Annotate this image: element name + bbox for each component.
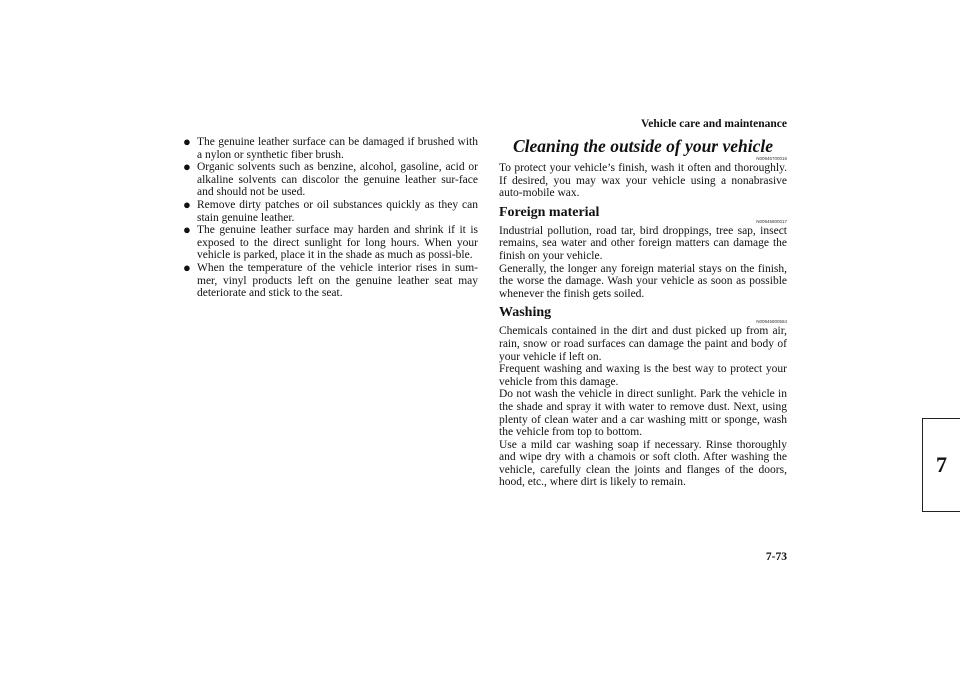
list-item (183, 161, 478, 199)
foreign-material-heading: Foreign material (499, 204, 600, 220)
chapter-tab (922, 418, 960, 512)
bullet-text: When the temperature of the vehicle interior rises in sum-mer, vinyl products left on the genuine leather seat may deteriorate and stick to the seat. (197, 261, 478, 300)
list-item (183, 224, 478, 262)
section-title: Cleaning the outside of your vehicle (512, 136, 774, 156)
page-number: 7-73 (765, 551, 787, 563)
bullet-icon: ● (183, 222, 191, 238)
bullet-icon: ● (183, 134, 191, 149)
left-column (183, 136, 478, 300)
washing-heading: Washing (499, 305, 552, 321)
foreign-paragraph-2: Generally, the longer any foreign material stays on the finish, the worse the damage. Wash your vehicle as soon as possible whenever the finish gets soiled. (499, 262, 787, 300)
bullet-icon: ● (183, 196, 191, 212)
bullet-text: The genuine leather surface may harden and shrink if it is exposed to the direct sunlight for long hours. When your vehicle is parked, place it in the shade as much as possi-ble. (197, 224, 478, 262)
bullet-text: Remove dirty patches or oil substances quickly as they can stain genuine leather. (197, 198, 478, 224)
washing-paragraph-1: Chemicals contained in the dirt and dust picked up from air, rain, snow or road surfaces can damage the paint and body of your vehicle if left on. (499, 325, 787, 363)
bullet-icon: ● (183, 259, 191, 275)
bullet-icon: ● (183, 159, 191, 175)
title-code: N00945700016 (756, 156, 787, 161)
washing-paragraph-3: Do not wash the vehicle in direct sunlight. Park the vehicle in the shade and spray it with water to remove dust. Next, using plenty of clean water and a car washing mitt or sponge, wash the vehicle from top to bottom. (499, 388, 787, 439)
foreign-material-code: N00945800017 (756, 218, 787, 224)
list-item (183, 136, 478, 161)
washing-paragraph-2: Frequent washing and waxing is the best way to protect your vehicle from this damage. (499, 363, 787, 388)
section-header: Vehicle care and maintenance (641, 118, 787, 130)
chapter-number: 7 (936, 452, 947, 477)
right-column (499, 136, 787, 489)
list-item (183, 259, 478, 300)
foreign-paragraph-1: Industrial pollution, road tar, bird droppings, tree sap, insect remains, sea water and other foreign matters can damage the finish on your vehicle. (499, 224, 787, 262)
bullet-text: The genuine leather surface can be damaged if brushed with a nylon or synthetic fiber brush. (197, 136, 478, 161)
intro-paragraph: To protect your vehicle’s finish, wash it often and thoroughly. If desired, you may wax your vehicle using a nonabrasive auto-mobile wax. (499, 162, 787, 200)
washing-paragraph-4: Use a mild car washing soap if necessary. Rinse thoroughly and wipe dry with a chamois or soft cloth. After washing the vehicle, carefully clean the joints and flanges of the doors, hood, etc., where dirt is likely to remain. (499, 438, 787, 489)
list-item (183, 196, 478, 224)
washing-code: N00945900584 (756, 319, 787, 325)
bullet-text: Organic solvents such as benzine, alcohol, gasoline, acid or alkaline solvents can discolor the genuine leather sur-face and should not be used. (197, 161, 478, 199)
